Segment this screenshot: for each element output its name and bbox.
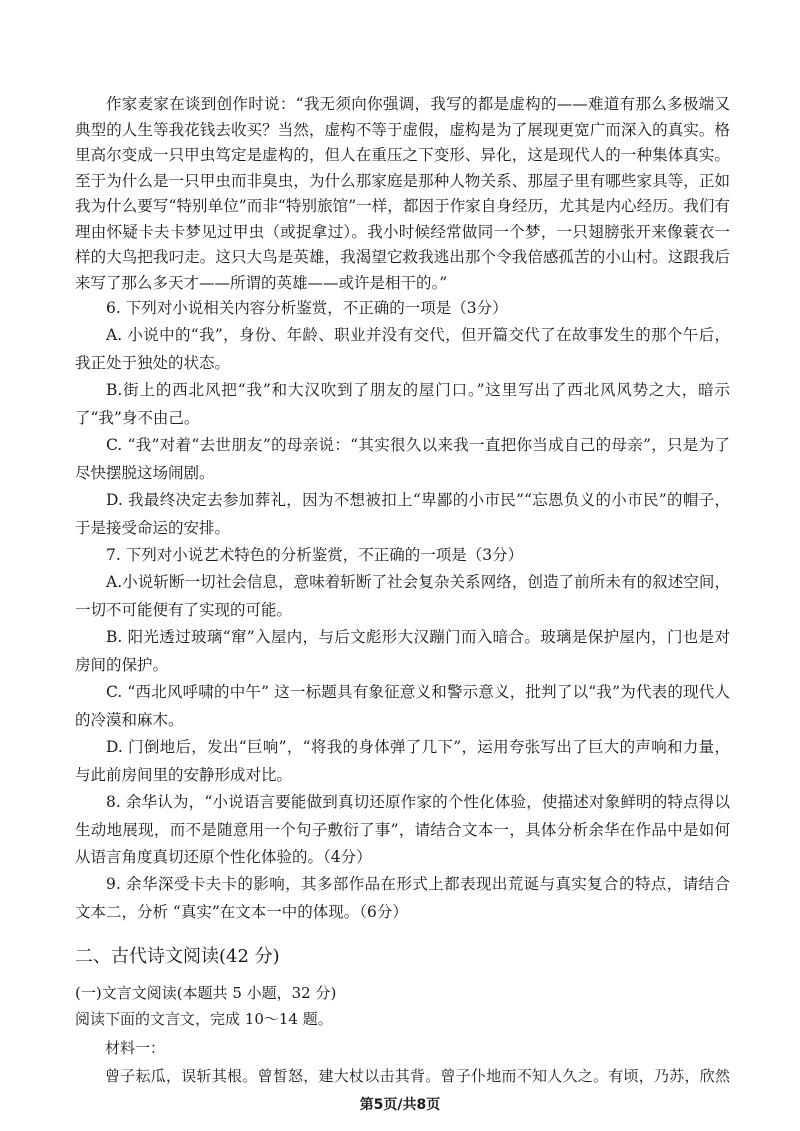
question-6: 6. 下列对小说相关内容分析鉴赏，不正确的一项是（3分） xyxy=(106,299,508,317)
material-label: 材料一： xyxy=(105,1039,166,1057)
subsection-title: (一)文言文阅读(本题共 5 小题，32 分) xyxy=(75,984,337,1002)
classical-text-1 xyxy=(75,1062,730,1090)
question-7-option-a: A.小说斩断一切社会信息，意味着斩断了社会复杂关系网络，创造了前所未有的叙述空间，一切不可能便有了实现的可能。 xyxy=(75,573,730,619)
question-6-option-c: C. “我”对着“去世朋友”的母亲说：“其实很久以来我一直把你当成自己的母亲”，只是为了尽快摆脱这场闹剧。 xyxy=(75,436,730,482)
section-heading: 二、古代诗文阅读(42 分) xyxy=(75,946,280,967)
classical-text-window xyxy=(75,1034,730,1090)
passage-paragraph: 作家麦家在谈到创作时说：“我无须向你强调，我写的都是虚构的——难道有那么多极端又典型的人生等我花钱去收买？当然，虚构不等于虚假，虚构是为了展现更宽广而深入的真实。格里高尔变成一只甲虫笃定是虚构的，但人在重压之下变形、异化，这是现代人的一种集体真实。至于为什么是一只甲虫而非臭虫，为什么那家庭是那种人物关系、那屋子里有哪些家具等，正如我为什么要写“特别单位”而非“特别旅馆”一样，都因于作家自身经历，尤其是内心经历。我们有理由怀疑卡夫卡梦见过甲虫（或捉拿过）。我小时候经常做同一个梦，一只翅膀张开来像蓑衣一样的大鸟把我叼走。这只大鸟是英雄，我渴望它救我逃出那个令我倍感孤苦的小山村。这跟我后来写了那么多天才——所谓的英雄——或许是相干的。” xyxy=(75,95,730,292)
question-6-option-d: D. 我最终决定去参加葬礼，因为不想被扣上“卑鄙的小市民”“忘恩负义的小市民”的帽子，于是接受命运的安排。 xyxy=(75,491,730,537)
question-7-option-d: D. 门倒地后，发出“巨响”，“将我的身体弹了几下”，运用夸张写出了巨大的声响和力量，与此前房间里的安静形成对比。 xyxy=(75,738,730,784)
question-7: 7. 下列对小说艺术特色的分析鉴赏，不正确的一项是（3分） xyxy=(106,546,524,564)
question-7-option-c: C. “西北风呼啸的中午” 这一标题具有象征意义和警示意义，批判了以“我”为代表的现代人的冷漠和麻木。 xyxy=(75,683,730,729)
question-7-option-b: B. 阳光透过玻璃“窜”入屋内，与后文彪形大汉蹦门而入暗合。玻璃是保护屋内，门也是对房间的保护。 xyxy=(75,628,730,674)
reading-instruction: 阅读下面的文言文，完成 10～14 题。 xyxy=(75,1010,333,1028)
question-9: 9. 余华深受卡夫卡的影响，其多部作品在形式上都表现出荒诞与真实复合的特点，请结合文本二，分析 “真实”在文本一中的体现。（6分） xyxy=(75,875,730,921)
page-footer: 第5页/共8页 xyxy=(359,1097,441,1113)
question-8: 8. 余华认为，“小说语言要能做到真切还原作家的个性化体验，使描述对象鲜明的特点得以生动地展现，而不是随意用一个句子敷衍了事”，请结合文本一，具体分析余华在作品中是如何从语言角度真切还原个性化体验的。（4分） xyxy=(75,793,730,866)
classical-text-1-a: 曾子耘瓜，误斩其根。曾皙怒，建大杖以击其背。曾子仆地而不知人久之。有顷，乃苏，欣然 xyxy=(105,1067,730,1085)
question-6-option-a: A. 小说中的“我”，身份、年龄、职业并没有交代，但开篇交代了在故事发生的那个午后，我正处于独处的状态。 xyxy=(75,326,730,372)
question-6-option-b: B.街上的西北风把“我”和大汉吹到了朋友的屋门口。”这里写出了西北风风势之大，暗示了“我”身不由己。 xyxy=(75,381,730,427)
